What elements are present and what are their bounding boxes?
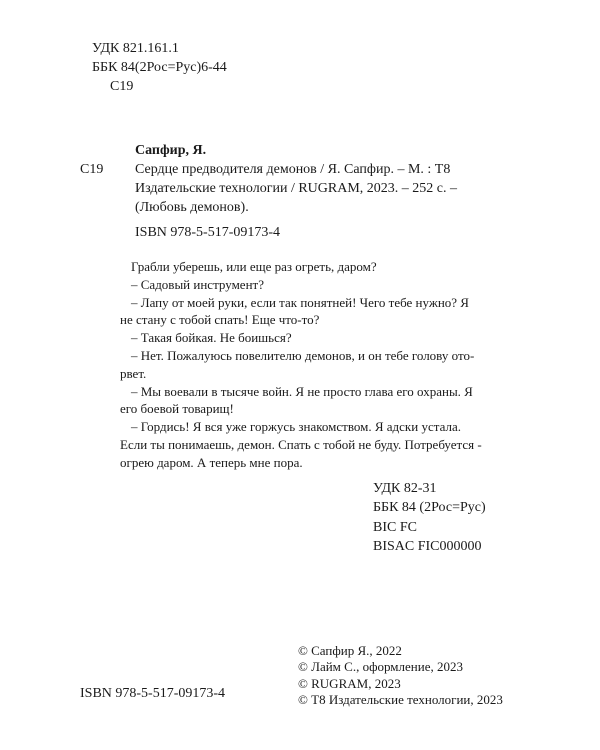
author-mark-inline: С19 — [80, 162, 104, 177]
excerpt-line: огрею даром. А теперь мне пора. — [120, 454, 303, 470]
bibliographic-description — [135, 160, 457, 217]
excerpt-line: не стану с тобой спать! Еще что-то? — [120, 312, 320, 328]
copyright-line: © Сапфир Я., 2022 — [298, 643, 402, 658]
copyright-line: © Т8 Издательские технологии, 2023 — [298, 691, 503, 707]
isbn-record: ISBN 978-5-517-09173-4 — [135, 225, 281, 240]
classification-codes — [373, 479, 486, 557]
udk-code: УДК 821.161.1 — [92, 41, 179, 56]
footer-isbn: ISBN 978-5-517-09173-4 — [80, 686, 226, 701]
bbk-code: ББК 84(2Рос=Рус)6-44 — [92, 60, 227, 75]
description-line: Сердце предводителя демонов / Я. Сапфир. – М. : Т8 — [135, 162, 451, 177]
copyright-line: © RUGRAM, 2023 — [298, 675, 401, 691]
excerpt-block — [120, 258, 482, 472]
excerpt-line: – Гордись! Я вся уже горжусь знакомством. Я адски устала. — [131, 419, 461, 435]
excerpt-line: его боевой товарищ! — [120, 401, 234, 417]
author-name: Сапфир, Я. — [135, 143, 207, 158]
classification-code: BISAC FIC000000 — [373, 539, 482, 555]
copyright-block — [298, 643, 503, 708]
excerpt-line: – Садовый инструмент? — [131, 276, 264, 292]
description-line: Издательские технологии / RUGRAM, 2023. – 252 с. – — [135, 181, 458, 196]
excerpt-line: Грабли уберешь, или еще раз огреть, даром? — [131, 259, 377, 274]
excerpt-line: – Нет. Пожалуюсь повелителю демонов, и он тебе голову ото- — [131, 347, 475, 363]
description-line: (Любовь демонов). — [135, 200, 249, 215]
excerpt-line: – Такая бойкая. Не боишься? — [131, 330, 292, 346]
excerpt-line: – Мы воевали в тысяче войн. Я не просто глава его охраны. Я — [131, 383, 473, 399]
classification-code: ББК 84 (2Рос=Рус) — [373, 500, 486, 516]
excerpt-line: – Лапу от моей руки, если так понятней! Чего тебе нужно? Я — [131, 294, 469, 310]
copyright-line: © Лайм С., оформление, 2023 — [298, 659, 463, 675]
excerpt-line: рвет. — [120, 365, 147, 381]
author-mark: С19 — [110, 79, 134, 94]
excerpt-line: Если ты понимаешь, демон. Спать с тобой не буду. Потребуется - — [120, 436, 482, 452]
classification-code: BIC FC — [373, 519, 417, 535]
classification-code: УДК 82-31 — [373, 481, 437, 496]
